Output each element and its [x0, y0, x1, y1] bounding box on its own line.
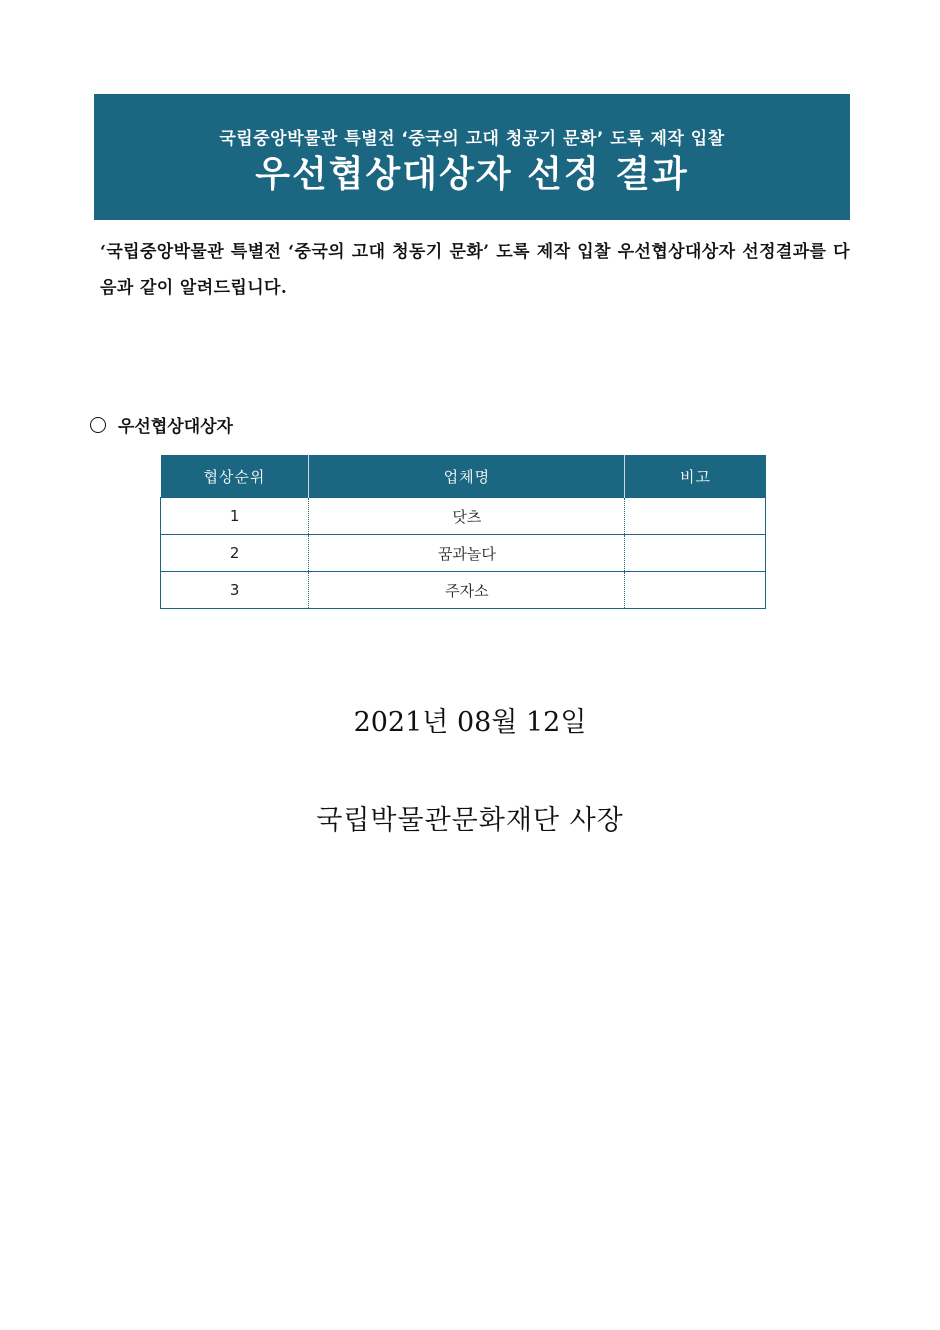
cell-note [625, 498, 766, 535]
intro-paragraph: ‘국립중앙박물관 특별전 ‘중국의 고대 청동기 문화’ 도록 제작 입찰 우선협상대상자 선정결과를 다음과 같이 알려드립니다. [100, 242, 850, 298]
cell-company: 닷츠 [309, 498, 625, 535]
result-table [160, 455, 766, 609]
circle-bullet-icon [90, 417, 106, 433]
cell-rank: 2 [161, 535, 309, 572]
cell-company: 주자소 [309, 572, 625, 609]
section-heading [90, 412, 233, 437]
cell-note [625, 572, 766, 609]
table-row [161, 572, 766, 609]
table-row [161, 498, 766, 535]
table-row [161, 535, 766, 572]
cell-rank: 1 [161, 498, 309, 535]
cell-note [625, 535, 766, 572]
header-note: 비고 [625, 455, 766, 498]
cell-rank: 3 [161, 572, 309, 609]
signer: 국립박물관문화재단 사장 [316, 805, 624, 836]
table-header-row [161, 455, 766, 498]
cell-company: 꿈과놀다 [309, 535, 625, 572]
header-rank: 협상순위 [161, 455, 309, 498]
header-company: 업체명 [309, 455, 625, 498]
banner-subtitle: 국립중앙박물관 특별전 ‘중국의 고대 청공기 문화’ 도록 제작 입찰 [219, 129, 725, 149]
announcement-date: 2021년 08월 12일 [353, 707, 587, 738]
section-heading-label: 우선협상대상자 [118, 417, 233, 437]
page-title: 우선협상대상자 선정 결과 [255, 154, 689, 195]
title-banner [94, 94, 850, 220]
